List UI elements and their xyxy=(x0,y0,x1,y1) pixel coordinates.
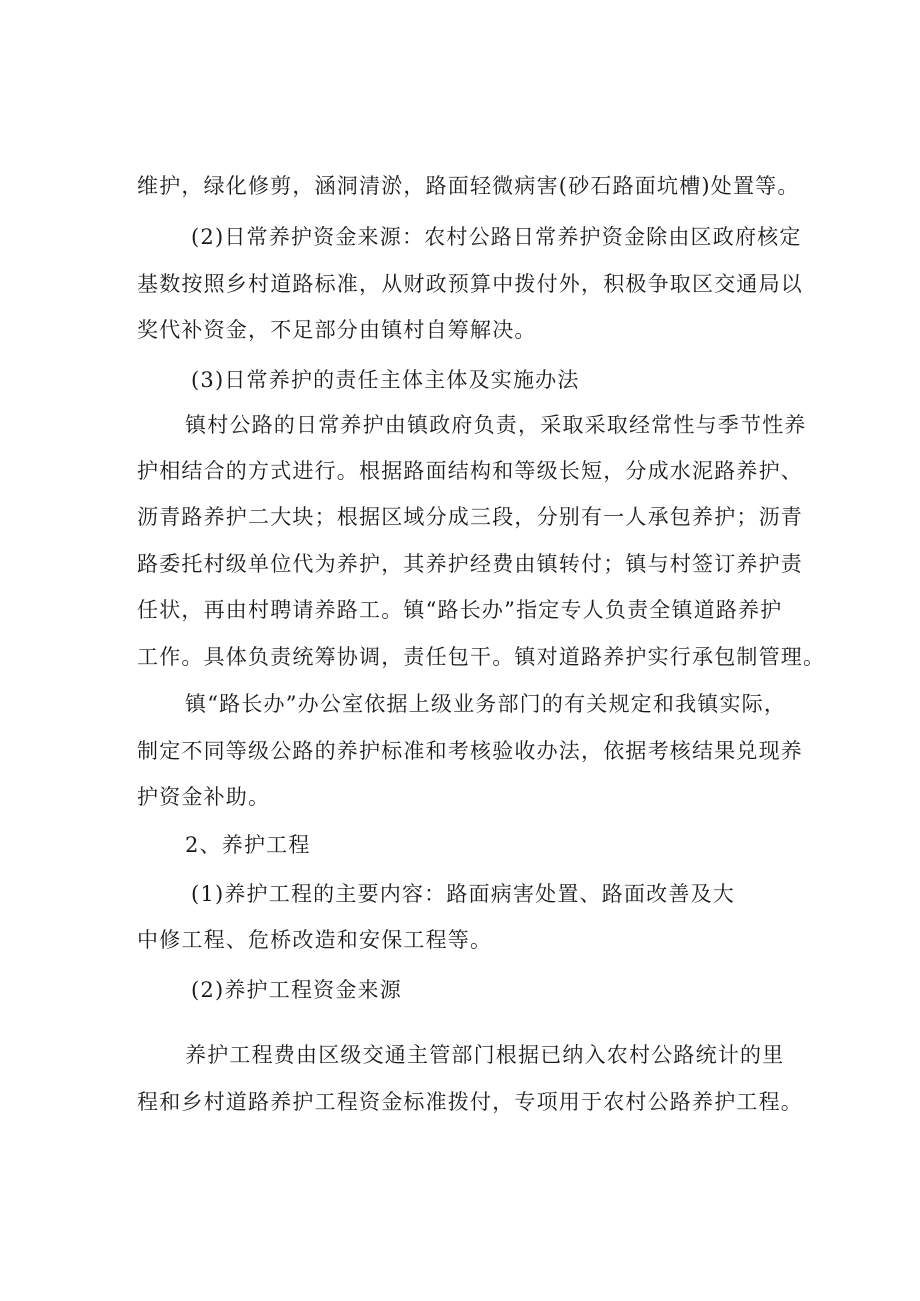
text-line-6: 镇村公路的日常养护由镇政府负责，采取采取经常性与季节性养 xyxy=(185,413,807,437)
text-line-20: 程和乡村道路养护工程资金标准拨付，专项用于农村公路养护工程。 xyxy=(137,1090,803,1114)
text-line-14: 护资金补助。 xyxy=(137,785,271,809)
text-line-16: (1)养护工程的主要内容：路面病害处置、路面改善及大 xyxy=(191,882,735,906)
text-line-19: 养护工程费由区级交通主管部门根据已纳入农村公路统计的里 xyxy=(185,1043,785,1067)
text-line-8: 沥青路养护二大块；根据区域分成三段，分别有一人承包养护；沥青 xyxy=(137,505,803,529)
text-line-9: 路委托村级单位代为养护，其养护经费由镇转付；镇与村签订养护责 xyxy=(137,552,803,576)
section-heading-3: (3)日常养护的责任主体主体及实施办法 xyxy=(191,368,580,392)
text-line-3: 基数按照乡村道路标准，从财政预算中拨付外，积极争取区交通局以 xyxy=(137,272,803,296)
text-line-17: 中修工程、危桥改造和安保工程等。 xyxy=(137,928,493,952)
text-line-11: 工作。具体负责统筹协调，责任包干。镇对道路养护实行承包制管理。 xyxy=(137,645,826,669)
text-line-7: 护相结合的方式进行。根据路面结构和等级长短，分成水泥路养护、 xyxy=(137,459,803,483)
section-heading-2-2: (2)养护工程资金来源 xyxy=(191,978,402,1002)
text-line-1: 维护，绿化修剪，涵洞清淤，路面轻微病害(砂石路面坑槽)处置等。 xyxy=(137,174,800,198)
text-line-2: (2)日常养护资金来源：农村公路日常养护资金除由区政府核定 xyxy=(191,225,802,249)
section-heading-2: 2、养护工程 xyxy=(185,833,311,857)
text-line-12: 镇“路长办”办公室依据上级业务部门的有关规定和我镇实际， xyxy=(185,692,787,716)
text-line-10: 任状，再由村聘请养路工。镇“路长办”指定专人负责全镇道路养护 xyxy=(137,598,783,622)
text-line-13: 制定不同等级公路的养护标准和考核验收办法，依据考核结果兑现养 xyxy=(137,739,803,763)
text-line-4: 奖代补资金，不足部分由镇村自筹解决。 xyxy=(137,318,537,342)
